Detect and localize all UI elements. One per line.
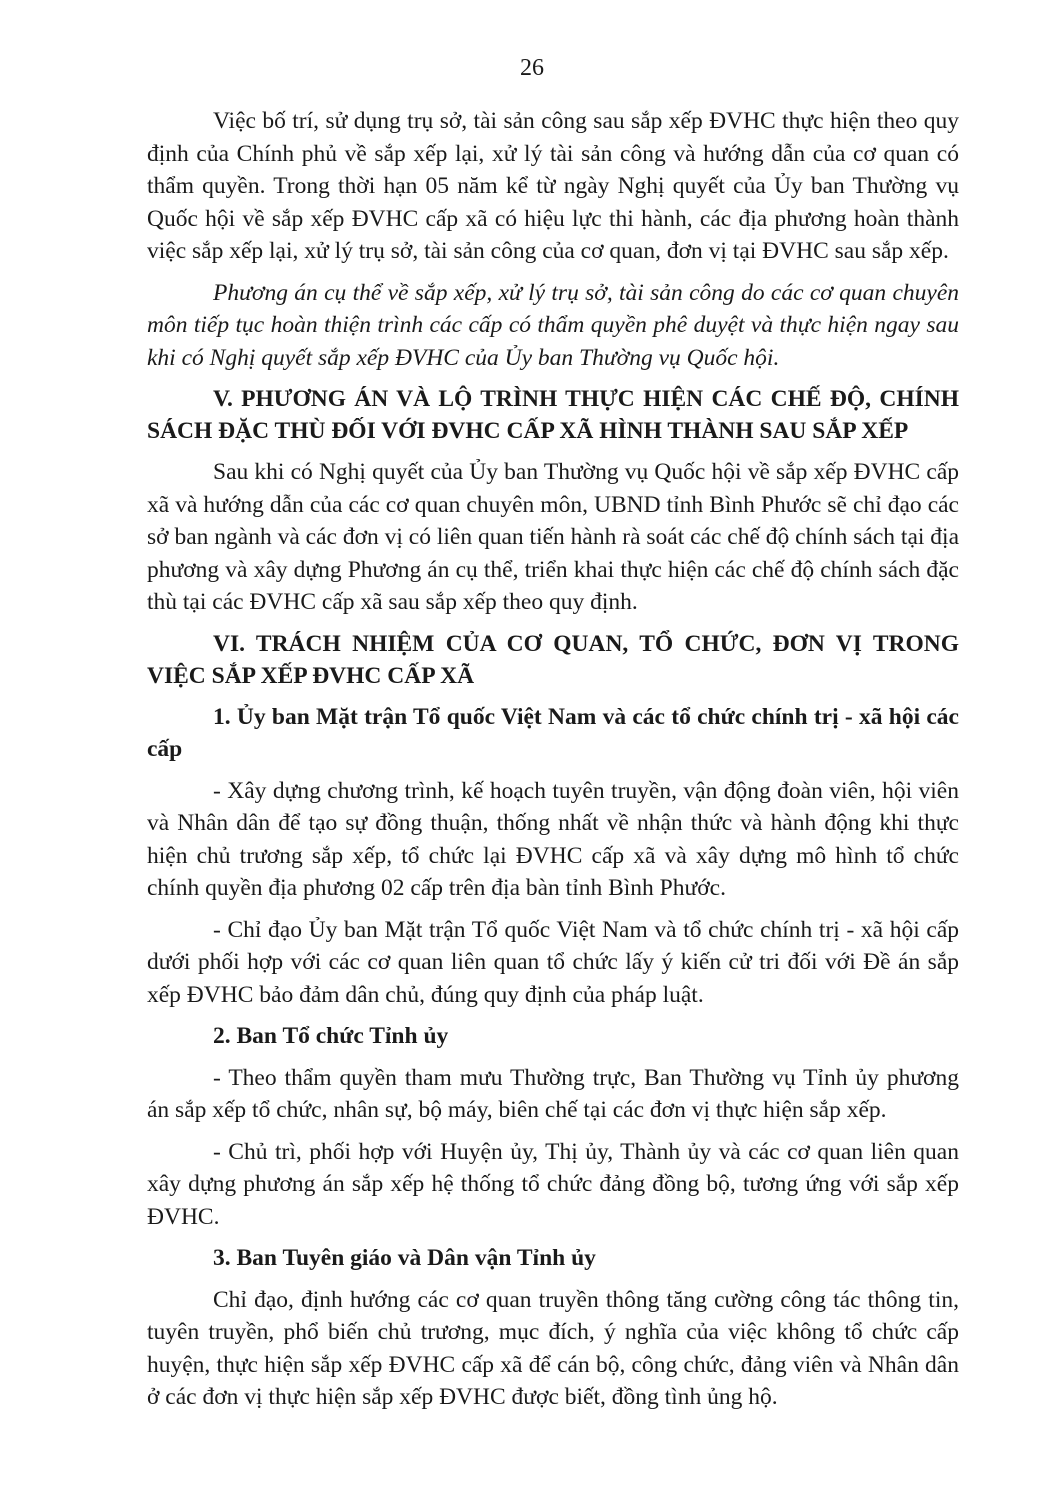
paragraph-organization-advise: - Theo thẩm quyền tham mưu Thường trực, Ban Thường vụ Tỉnh ủy phương án sắp xếp tổ chức, nhân sự, bộ máy, biên chế tại các đơn vị thực hiện sắp xếp. xyxy=(147,1064,959,1123)
paragraph-front-propaganda: - Xây dựng chương trình, kế hoạch tuyên truyền, vận động đoàn viên, hội viên và Nhân dân để tạo sự đồng thuận, thống nhất về nhận thức và hành động khi thực hiện chủ trương sắp xếp, tổ chức lại ĐVHC cấp xã và xây dựng mô hình tổ chức chính quyền địa phương 02 cấp trên địa bàn tỉnh Bình Phước. xyxy=(147,777,959,901)
paragraph-organization-coordinate: - Chủ trì, phối hợp với Huyện ủy, Thị ủy, Thành ủy và các cơ quan liên quan xây dựng phương án sắp xếp hệ thống tổ chức đảng đồng bộ, tương ứng với sắp xếp ĐVHC. xyxy=(147,1138,959,1230)
subheading-fatherland-front: 1. Ủy ban Mặt trận Tổ quốc Việt Nam và các tổ chức chính trị - xã hội các cấp xyxy=(147,703,959,762)
section-heading-v: V. PHƯƠNG ÁN VÀ LỘ TRÌNH THỰC HIỆN CÁC CHẾ ĐỘ, CHÍNH SÁCH ĐẶC THÙ ĐỐI VỚI ĐVHC CẤP XÃ HÌNH THÀNH SAU SẮP XẾP xyxy=(147,386,959,444)
subheading-propaganda-committee: 3. Ban Tuyên giáo và Dân vận Tỉnh ủy xyxy=(213,1245,596,1271)
section-heading-vi: VI. TRÁCH NHIỆM CỦA CƠ QUAN, TỔ CHỨC, ĐƠN VỊ TRONG VIỆC SẮP XẾP ĐVHC CẤP XÃ xyxy=(147,630,959,689)
paragraph-special-policies: Sau khi có Nghị quyết của Ủy ban Thường vụ Quốc hội về sắp xếp ĐVHC cấp xã và hướng dẫn của các cơ quan chuyên môn, UBND tỉnh Bình Phước sẽ chỉ đạo các sở ban ngành và các đơn vị có liên quan tiến hành rà soát các chế độ chính sách tại địa phương và xây dựng Phương án cụ thể, triển khai thực hiện các chế độ chính sách đặc thù tại các ĐVHC cấp xã sau sắp xếp theo quy định. xyxy=(147,459,959,615)
page-number: 26 xyxy=(520,55,544,81)
paragraph-assets-plan-italic: Phương án cụ thể về sắp xếp, xử lý trụ sở, tài sản công do các cơ quan chuyên môn tiếp tục hoàn thiện trình các cấp có thẩm quyền phê duyệt và thực hiện ngay sau khi có Nghị quyết sắp xếp ĐVHC của Ủy ban Thường vụ Quốc hội. xyxy=(147,279,959,371)
paragraph-assets-arrangement: Việc bố trí, sử dụng trụ sở, tài sản công sau sắp xếp ĐVHC thực hiện theo quy định của Chính phủ về sắp xếp lại, xử lý tài sản công và hướng dẫn của cơ quan có thẩm quyền. Trong thời hạn 05 năm kể từ ngày Nghị quyết của Ủy ban Thường vụ Quốc hội về sắp xếp ĐVHC cấp xã có hiệu lực thi hành, các địa phương hoàn thành việc sắp xếp lại, xử lý trụ sở, tài sản công của cơ quan, đơn vị tại ĐVHC sau sắp xếp. xyxy=(147,108,959,264)
paragraph-front-direction: - Chỉ đạo Ủy ban Mặt trận Tổ quốc Việt Nam và tổ chức chính trị - xã hội cấp dưới phối hợp với các cơ quan liên quan tổ chức lấy ý kiến cử tri đối với Đề án sắp xếp ĐVHC bảo đảm dân chủ, đúng quy định của pháp luật. xyxy=(147,916,959,1008)
paragraph-propaganda-direction: Chỉ đạo, định hướng các cơ quan truyền thông tăng cường công tác thông tin, tuyên truyền, phổ biến chủ trương, mục đích, ý nghĩa của việc không tổ chức cấp huyện, thực hiện sắp xếp ĐVHC cấp xã để cán bộ, công chức, đảng viên và Nhân dân ở các đơn vị thực hiện sắp xếp ĐVHC được biết, đồng tình ủng hộ. xyxy=(147,1286,959,1410)
document-body xyxy=(147,105,959,1414)
subheading-organization-committee: 2. Ban Tổ chức Tỉnh ủy xyxy=(213,1023,449,1049)
